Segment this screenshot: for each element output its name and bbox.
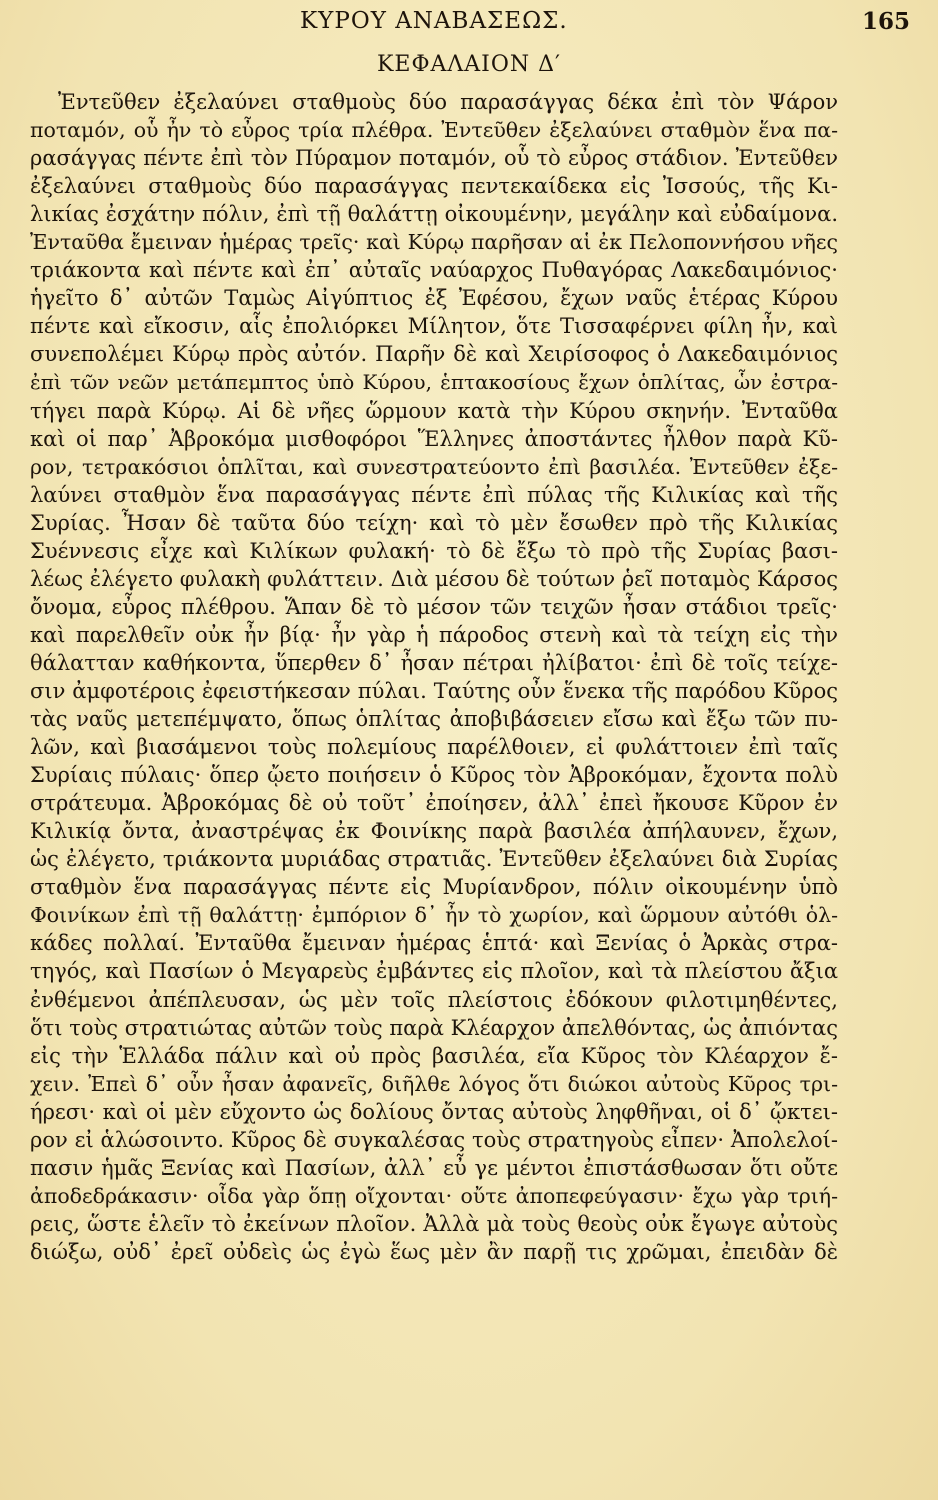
- text-line: [30, 1294, 838, 1322]
- text-line: πέντε καὶ εἴκοσιν, αἷς ἐπολιόρκει Μίλητον, ὅτε Τισσαφέρνει φίλη ἦν, καὶ: [30, 314, 838, 339]
- chapter-heading: ΚΕΦΑΛΑΙΟΝ Δ′: [376, 52, 562, 77]
- running-title: ΚΥΡΟΥ ΑΝΑΒΑΣΕΩΣ.: [300, 8, 568, 34]
- text-line: χειν. Ἐπεὶ δ᾿ οὖν ἦσαν ἀφανεῖς, διῆλθε λόγος ὅτι διώκοι αὐτοὺς Κῦρος τρι-: [30, 1071, 838, 1096]
- text-line: Συέννεσις εἶχε καὶ Κιλίκων φυλακή· τὸ δὲ ἔξω τὸ πρὸ τῆς Συρίας βασι-: [30, 538, 838, 563]
- text-line: Κιλικίᾳ ὄντα, ἀναστρέψας ἐκ Φοινίκης παρὰ βασιλέα ἀπήλαυνεν, ἔχων,: [30, 819, 838, 844]
- page-number: 165: [862, 8, 911, 35]
- text-line: λικίας ἐσχάτην πόλιν, ἐπὶ τῇ θαλάττῃ οἰκουμένην, μεγάλην καὶ εὐδαίμονα.: [30, 202, 838, 227]
- text-line: κάδες πολλαί. Ἐνταῦθα ἔμειναν ἡμέρας ἑπτά· καὶ Ξενίας ὁ Ἀρκὰς στρα-: [30, 931, 838, 956]
- text-line: ρεις, ὥστε ἑλεῖν τὸ ἐκείνων πλοῖον. Ἀλλὰ μὰ τοὺς θεοὺς οὐκ ἔγωγε αὐτοὺς: [30, 1211, 838, 1236]
- text-line: ρον, τετρακόσιοι ὁπλῖται, καὶ συνεστρατεύοντο ἐπὶ βασιλέα. Ἐντεῦθεν ἐξε-: [30, 454, 838, 479]
- text-line: πασιν ἡμᾶς Ξενίας καὶ Πασίων, ἀλλ᾿ εὖ γε μέντοι ἐπιστάσθωσαν ὅτι οὔτε: [30, 1155, 838, 1180]
- text-line: [30, 1266, 838, 1294]
- text-line: εἰς τὴν Ἑλλάδα πάλιν καὶ οὐ πρὸς βασιλέα, εἴα Κῦρος τὸν Κλέαρχον ἔ-: [30, 1043, 838, 1068]
- text-line: θάλατταν καθήκοντα, ὕπερθεν δ᾿ ἦσαν πέτραι ἠλίβατοι· ἐπὶ δὲ τοῖς τείχε-: [30, 650, 838, 675]
- running-head: [0, 8, 938, 42]
- text-line: ρασάγγας πέντε ἐπὶ τὸν Πύραμον ποταμόν, οὗ τὸ εὖρος στάδιον. Ἐντεῦθεν: [30, 146, 838, 171]
- body-text: [30, 88, 838, 1350]
- text-line: Ἐνταῦθα ἔμειναν ἡμέρας τρεῖς· καὶ Κύρῳ παρῆσαν αἱ ἐκ Πελοποννήσου νῆες: [30, 230, 838, 255]
- text-line: σιν ἀμφοτέροις ἐφειστήκεσαν πύλαι. Ταύτης οὖν ἕνεκα τῆς παρόδου Κῦρος: [30, 678, 838, 703]
- text-line: σταθμὸν ἕνα παρασάγγας πέντε εἰς Μυρίανδρον, πόλιν οἰκουμένην ὑπὸ: [30, 875, 838, 900]
- text-line: ὅτι τοὺς στρατιώτας αὐτῶν τοὺς παρὰ Κλέαρχον ἀπελθόντας, ὡς ἀπιόντας: [30, 1015, 838, 1040]
- text-line: ποταμόν, οὗ ἦν τὸ εὖρος τρία πλέθρα. Ἐντεῦθεν ἐξελαύνει σταθμὸν ἕνα πα-: [30, 118, 838, 143]
- text-line: ἐπὶ τῶν νεῶν μετάπεμπτος ὑπὸ Κύρου, ἑπτακοσίους ἔχων ὁπλίτας, ὧν ἐστρα-: [30, 370, 838, 395]
- text-line: ἐνθέμενοι ἀπέπλευσαν, ὡς μὲν τοῖς πλείστοις ἐδόκουν φιλοτιμηθέντες,: [30, 987, 838, 1012]
- text-line: Ἐντεῦθεν ἐξελαύνει σταθμοὺς δύο παρασάγγας δέκα ἐπὶ τὸν Ψάρον: [58, 90, 838, 114]
- text-line: τὰς ναῦς μετεπέμψατο, ὅπως ὁπλίτας ἀποβιβάσειεν εἴσω καὶ ἔξω τῶν πυ-: [30, 707, 838, 732]
- text-line: καὶ οἱ παρ᾿ Ἀβροκόμα μισθοφόροι Ἕλληνες ἀποστάντες ἦλθον παρὰ Κῦ-: [30, 426, 838, 451]
- text-line: καὶ παρελθεῖν οὐκ ἦν βίᾳ· ἦν γὰρ ἡ πάροδος στενὴ καὶ τὰ τείχη εἰς τὴν: [30, 622, 838, 647]
- text-line: [30, 1322, 838, 1350]
- text-line: διώξω, οὐδ᾿ ἐρεῖ οὐδεὶς ὡς ἐγὼ ἕως μὲν ἂν παρῇ τις χρῶμαι, ἐπειδὰν δὲ: [30, 1239, 838, 1264]
- text-line: ἐξελαύνει σταθμοὺς δύο παρασάγγας πεντεκαίδεκα εἰς Ἰσσούς, τῆς Κι-: [30, 174, 838, 199]
- text-line: συνεπολέμει Κύρῳ πρὸς αὐτόν. Παρῆν δὲ καὶ Χειρίσοφος ὁ Λακεδαιμόνιος: [30, 342, 838, 367]
- text-line: ἡγεῖτο δ᾿ αὐτῶν Ταμὼς Αἰγύπτιος ἐξ Ἐφέσου, ἔχων ναῦς ἑτέρας Κύρου: [30, 286, 838, 311]
- text-line: Συρίαις πύλαις· ὅπερ ᾤετο ποιήσειν ὁ Κῦρος τὸν Ἀβροκόμαν, ἔχοντα πολὺ: [30, 763, 838, 788]
- text-line: τήγει παρὰ Κύρῳ. Αἱ δὲ νῆες ὥρμουν κατὰ τὴν Κύρου σκηνήν. Ἐνταῦθα: [30, 398, 838, 423]
- text-line: στράτευμα. Ἀβροκόμας δὲ οὐ τοῦτ᾿ ἐποίησεν, ἀλλ᾿ ἐπεὶ ἤκουσε Κῦρον ἐν: [30, 791, 838, 816]
- text-line: ὡς ἐλέγετο, τριάκοντα μυριάδας στρατιᾶς. Ἐντεῦθεν ἐξελαύνει διὰ Συρίας: [30, 847, 838, 872]
- text-line: ἀποδεδράκασιν· οἶδα γὰρ ὅπῃ οἴχονται· οὔτε ἀποπεφεύγασιν· ἔχω γὰρ τριή-: [30, 1183, 838, 1208]
- text-line: Φοινίκων ἐπὶ τῇ θαλάττῃ· ἐμπόριον δ᾿ ἦν τὸ χωρίον, καὶ ὥρμουν αὐτόθι ὁλ-: [30, 903, 838, 928]
- text-line: τηγός, καὶ Πασίων ὁ Μεγαρεὺς ἐμβάντες εἰς πλοῖον, καὶ τὰ πλείστου ἄξια: [30, 959, 838, 984]
- text-line: Συρίας. Ἦσαν δὲ ταῦτα δύο τείχη· καὶ τὸ μὲν ἔσωθεν πρὸ τῆς Κιλικίας: [30, 510, 838, 535]
- text-line: ήρεσι· καὶ οἱ μὲν εὔχοντο ὡς δολίους ὄντας αὐτοὺς ληφθῆναι, οἱ δ᾿ ᾤκτει-: [30, 1099, 838, 1124]
- text-line: ρον εἰ ἁλώσοιντο. Κῦρος δὲ συγκαλέσας τοὺς στρατηγοὺς εἶπεν· Ἀπολελοί-: [30, 1127, 838, 1152]
- text-line: ὄνομα, εὖρος πλέθρου. Ἅπαν δὲ τὸ μέσον τῶν τειχῶν ἦσαν στάδιοι τρεῖς·: [30, 594, 838, 619]
- text-line: λέως ἐλέγετο φυλακὴ φυλάττειν. Διὰ μέσου δὲ τούτων ῥεῖ ποταμὸς Κάρσος: [30, 566, 838, 591]
- text-line: λῶν, καὶ βιασάμενοι τοὺς πολεμίους παρέλθοιεν, εἰ φυλάττοιεν ἐπὶ ταῖς: [30, 735, 838, 760]
- text-line: λαύνει σταθμὸν ἕνα παρασάγγας πέντε ἐπὶ πύλας τῆς Κιλικίας καὶ τῆς: [30, 482, 838, 507]
- text-line: τριάκοντα καὶ πέντε καὶ ἐπ᾿ αὐταῖς ναύαρχος Πυθαγόρας Λακεδαιμόνιος·: [30, 258, 838, 283]
